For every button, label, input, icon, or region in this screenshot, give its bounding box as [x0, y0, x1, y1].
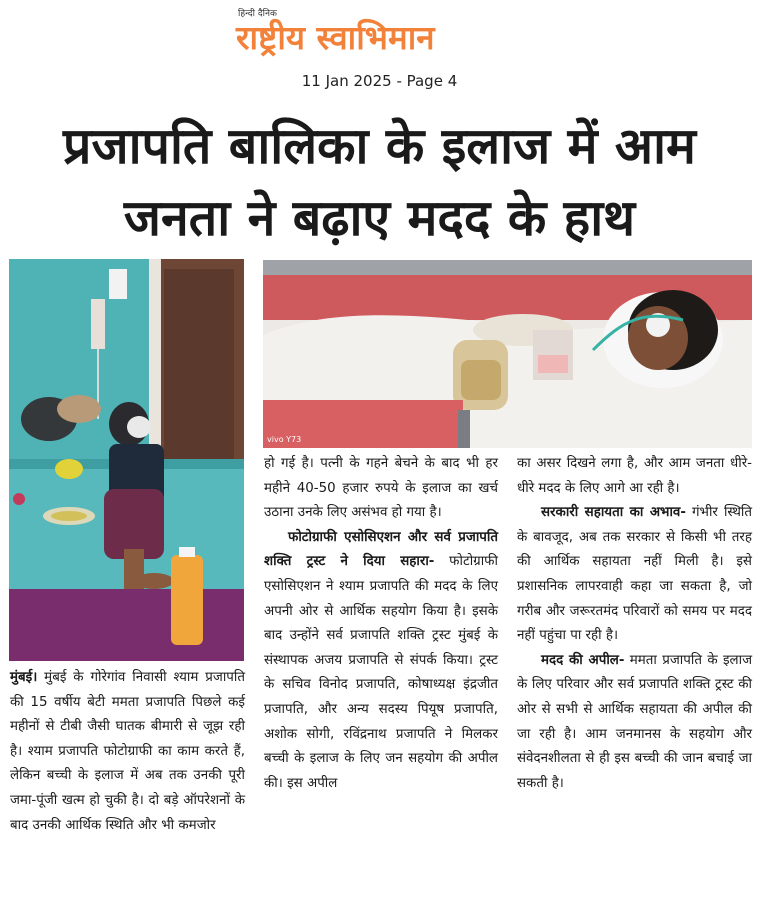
article-col1-text: मुंबई के गोरेगांव निवासी श्याम प्रजापति की 15 वर्षीय बेटी ममता प्रजापति पिछले कई महीनों से टीबी जैसी घातक बीमारी से जूझ रही है। श्याम प्रजापति फोटोग्राफी का काम करते हैं, लेकिन बच्ची के इलाज में अब तक उनकी पूरी जमा-पूंजी खत्म हो चुकी है। दो बड़े ऑपरेशनों के बाद उनकी आर्थिक स्थिति और भी कमजोर [10, 670, 245, 833]
article-column-1 [10, 666, 245, 838]
photo-watermark: vivo Y73 [267, 435, 302, 444]
article-col3-paragraph-2: गंभीर स्थिति के बावजूद, अब तक सरकार से किसी भी तरह की आर्थिक सहायता नहीं मिली है। इसे प्रशासनिक लापरवाही कहा जा सकता है, जो गरीब और जरूरतमंद परिवारों को समय पर मदद नहीं पहुंचा पा रही है। [517, 505, 753, 644]
article-col3-paragraph-1: का असर दिखने लगा है, और आम जनता धीरे-धीरे मदद के लिए आगे आ रही है। [517, 456, 752, 496]
article-col3-paragraph-3: ममता प्रजापति के इलाज के लिए परिवार और सर्व प्रजापति शक्ति ट्रस्ट की ओर से सभी से आर्थिक सहायता की अपील की जा रही है। आम जनमानस के सहयोग और संवेदनशीलता से ही इस बच्ची की जान बचाई जा सकती है। [517, 652, 753, 791]
subhead-photography-association: फोटोग्राफी एसोसिएशन और सर्व प्रजापति शक्ति ट्रस्ट ने दिया सहारा- [264, 529, 498, 570]
photo-girl-on-bed-illustration [9, 259, 244, 661]
article-col2-paragraph-1: हो गई है। पत्नी के गहने बेचने के बाद भी हर महीने 40-50 हजार रुपये के इलाज का खर्च उठाना उनके लिए असंभव हो गया है। [264, 456, 498, 521]
photo-girl-in-hospital-illustration [263, 260, 752, 448]
headline-line-1: प्रजापति बालिका के इलाज में आम [63, 117, 696, 175]
photo-girl-on-bed [9, 259, 244, 661]
headline-line-2: जनता ने बढ़ाए मदद के हाथ [123, 189, 636, 247]
masthead-tagline: हिन्दी दैनिक [238, 9, 277, 19]
article-column-3 [517, 452, 752, 796]
article-col2-paragraph-2: फोटोग्राफी एसोसिएशन ने श्याम प्रजापति की मदद के लिए अपनी ओर से आर्थिक सहयोग किया है। इसके बाद उन्होंने सर्व प्रजापति शक्ति ट्रस्ट मुंबई के संस्थापक अजय प्रजापति से संपर्क किया। ट्रस्ट के सचिव विनोद प्रजापति, कोषाध्यक्ष इंद्रजीत प्रजापति, और अन्य सदस्य पियूष प्रजापति, अशोक सोगी, रविंद्रनाथ प्रजापति ने मिलकर बच्ची के इलाज के लिए जन सहयोग की अपील की। इस अपील [264, 554, 498, 791]
subhead-government-help: सरकारी सहायता का अभाव- [541, 505, 686, 521]
subhead-appeal: मदद की अपील- [541, 652, 625, 668]
article-dateline-place: मुंबई। [10, 670, 38, 685]
headline [0, 110, 759, 254]
article-column-2 [264, 452, 498, 796]
dateline: 11 Jan 2025 - Page 4 [301, 72, 458, 90]
newspaper-title: राष्ट्रीय स्वाभिमान [236, 18, 435, 57]
masthead [0, 0, 759, 70]
photo-girl-in-hospital [263, 260, 752, 448]
